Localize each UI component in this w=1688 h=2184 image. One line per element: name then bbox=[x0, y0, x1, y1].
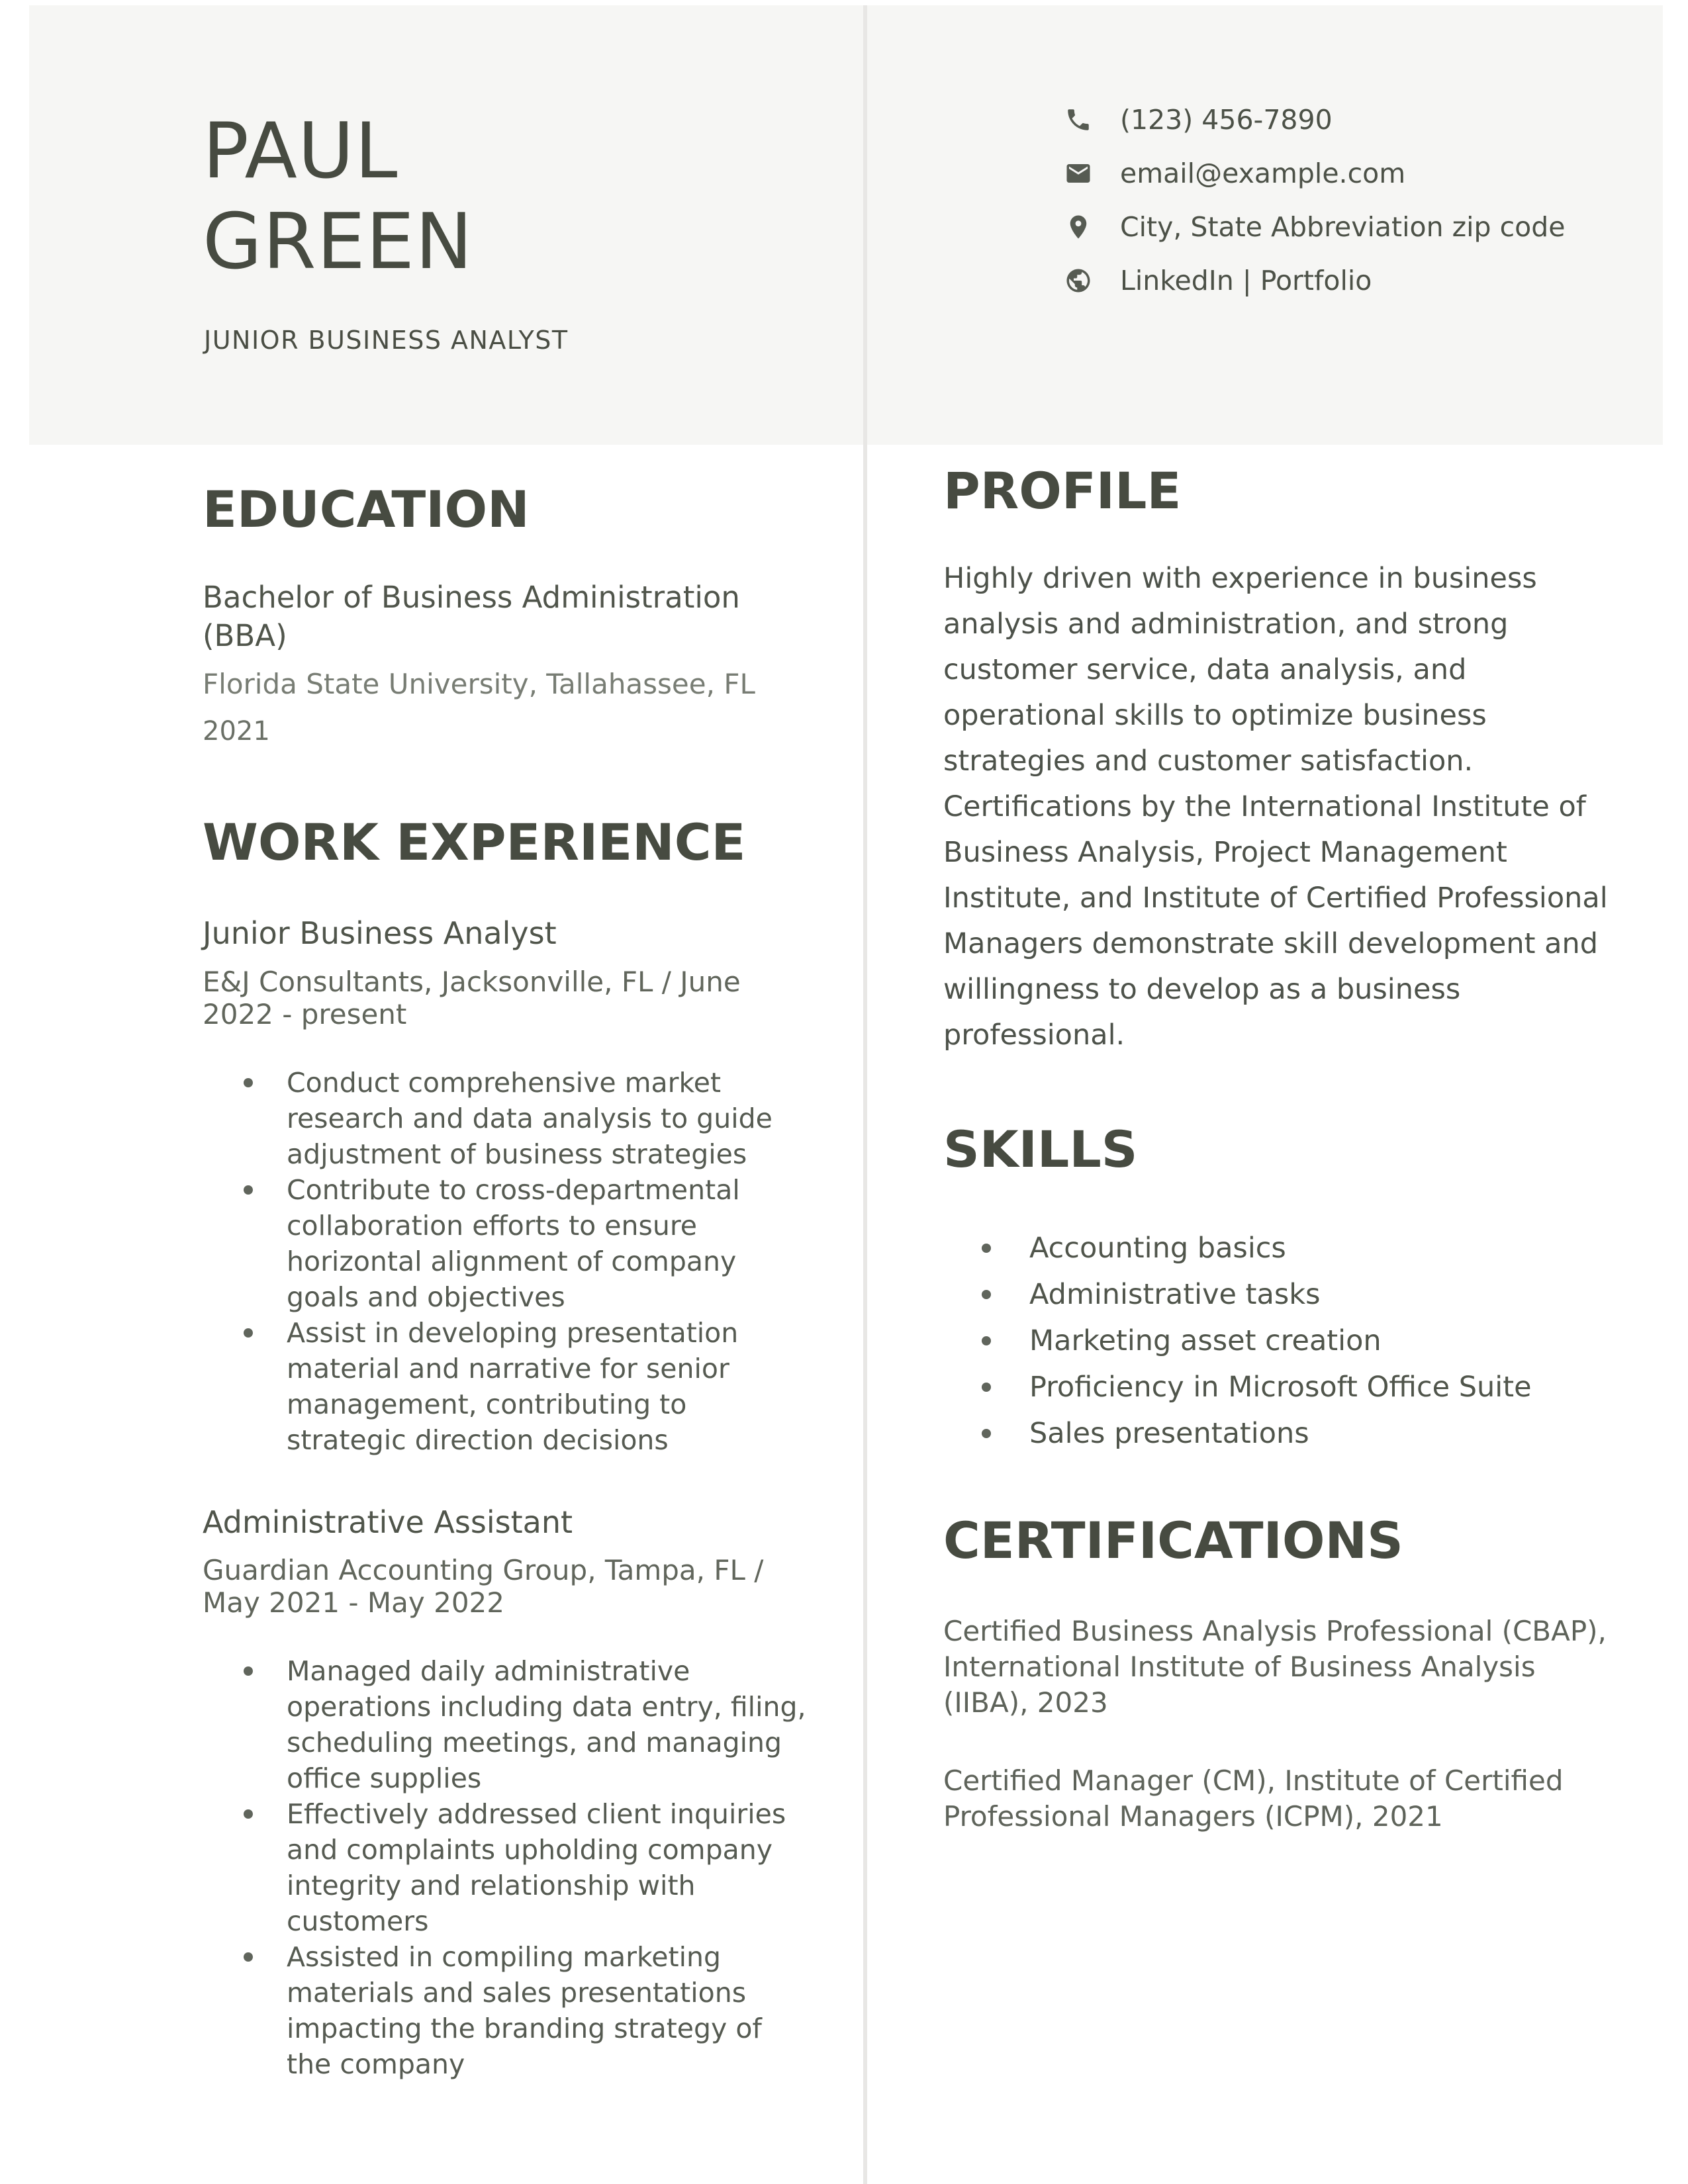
profile-heading: PROFILE bbox=[943, 461, 1182, 520]
education-degree: Bachelor of Business Administration (BBA) bbox=[203, 579, 740, 654]
profile-text: Highly driven with experience in business analysis and administration, and strong customer service, data analysis, and operational skills to optimize business strategies and customer satisfaction. Certifications by the International Institute of Business Analysis, Project Management Institute, and Institute of Certified Professional Managers demonstrate skill development and willingness to develop as a business professional. bbox=[943, 561, 1608, 1052]
job-title: Administrative Assistant bbox=[203, 1504, 573, 1540]
skill-item: Administrative tasks bbox=[943, 1279, 1615, 1310]
job-bullet: Effectively addressed client inquiries and complaints upholding company integrity and relationship with customers bbox=[203, 1796, 808, 1939]
candidate-name-line1: PAUL bbox=[203, 107, 399, 196]
contact-block bbox=[1064, 105, 1565, 319]
skill-item: Sales presentations bbox=[943, 1418, 1615, 1449]
left-column bbox=[203, 482, 808, 2082]
job-bullet: Contribute to cross-departmental collaboration efforts to ensure horizontal alignment of company goals and objectives bbox=[203, 1172, 808, 1315]
work-experience-heading: WORK EXPERIENCE bbox=[203, 813, 746, 872]
job-bullet: Managed daily administrative operations including data entry, filing, scheduling meetings, and managing office supplies bbox=[203, 1653, 808, 1796]
contact-email-row bbox=[1064, 158, 1565, 189]
certification-item: Certified Business Analysis Professional (CBAP), International Institute of Business Analysis (IIBA), 2023 bbox=[943, 1614, 1607, 1719]
skill-item: Accounting basics bbox=[943, 1232, 1615, 1264]
contact-location-row bbox=[1064, 212, 1565, 242]
certifications-heading: CERTIFICATIONS bbox=[943, 1511, 1403, 1570]
skill-item: Marketing asset creation bbox=[943, 1325, 1615, 1357]
candidate-name bbox=[203, 106, 473, 287]
candidate-job-title: JUNIOR BUSINESS ANALYST bbox=[204, 326, 569, 355]
globe-icon bbox=[1064, 267, 1092, 295]
phone-icon bbox=[1064, 106, 1092, 134]
column-divider bbox=[863, 5, 867, 2184]
job-bullet: Assisted in compiling marketing materials and sales presentations impacting the branding strategy of the company bbox=[203, 1939, 808, 2082]
contact-links-row bbox=[1064, 265, 1565, 296]
skill-item: Proficiency in Microsoft Office Suite bbox=[943, 1371, 1615, 1403]
contact-email-text: email@example.com bbox=[1120, 158, 1406, 189]
candidate-name-line2: GREEN bbox=[203, 197, 473, 287]
contact-phone-row bbox=[1064, 105, 1565, 135]
email-icon bbox=[1064, 159, 1092, 187]
education-heading: EDUCATION bbox=[203, 480, 530, 539]
job-meta: Guardian Accounting Group, Tampa, FL / May 2021 - May 2022 bbox=[203, 1554, 764, 1619]
contact-links-text: LinkedIn | Portfolio bbox=[1120, 265, 1372, 296]
job-meta: E&J Consultants, Jacksonville, FL / June 2022 - present bbox=[203, 965, 741, 1030]
contact-location-text: City, State Abbreviation zip code bbox=[1120, 211, 1566, 243]
job-bullet: Conduct comprehensive market research and data analysis to guide adjustment of business strategies bbox=[203, 1065, 808, 1172]
skills-heading: SKILLS bbox=[943, 1119, 1138, 1179]
certification-item: Certified Manager (CM), Institute of Certified Professional Managers (ICPM), 2021 bbox=[943, 1764, 1564, 1833]
education-school: Florida State University, Tallahassee, FL bbox=[203, 667, 755, 700]
location-icon bbox=[1064, 213, 1092, 241]
education-year: 2021 bbox=[203, 716, 270, 747]
job-bullet-list bbox=[203, 1065, 808, 1458]
right-column bbox=[943, 463, 1615, 1835]
job-bullet: Assist in developing presentation material and narrative for senior management, contributing to strategic direction decisions bbox=[203, 1315, 808, 1458]
skills-list bbox=[943, 1232, 1615, 1449]
contact-phone-text: (123) 456-7890 bbox=[1120, 104, 1333, 136]
job-title: Junior Business Analyst bbox=[203, 915, 557, 951]
job-bullet-list bbox=[203, 1653, 808, 2082]
